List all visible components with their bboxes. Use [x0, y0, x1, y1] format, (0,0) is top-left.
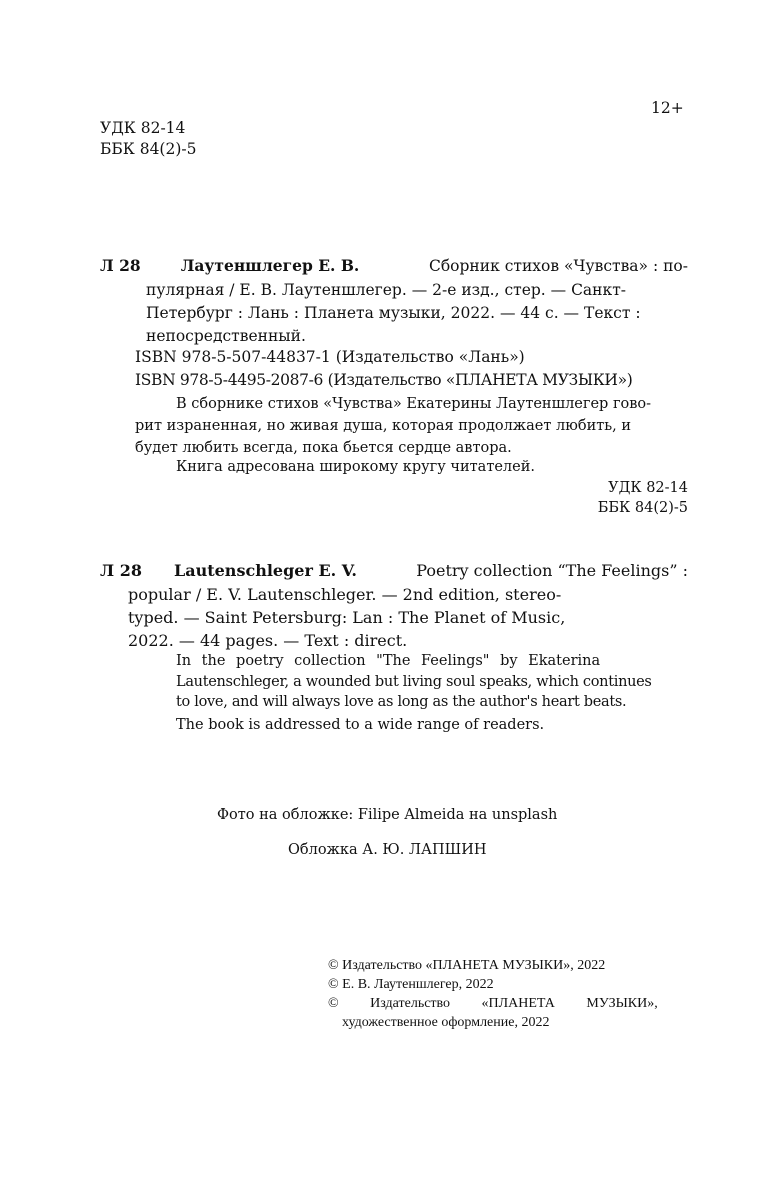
ru-record [100, 255, 688, 348]
ru-line-2: пулярная / Е. В. Лаутеншлегер. — 2-е изд., стер. — Санкт- [146, 281, 627, 299]
en-annotation-1: In the poetry collection "The Feelings" by Ekaterina [176, 653, 601, 669]
en-annotation-3: to love, and will always love as long as the author's heart beats. [176, 694, 627, 710]
ru-annotation-3: будет любить всегда, пока бьется сердце автора. [135, 440, 512, 456]
udk-top: УДК 82-14 [100, 119, 186, 137]
ru-line-4: непосредственный. [146, 327, 306, 345]
bbk-top: ББК 84(2)-5 [100, 140, 197, 158]
cover-credit: Обложка А. Ю. ЛАПШИН [288, 842, 487, 858]
en-line-2: popular / E. V. Lautenschleger. — 2nd edition, stereo- [128, 585, 562, 604]
copyright-design-note: художественное оформление, 2022 [342, 1015, 550, 1030]
ru-annotation-1: В сборнике стихов «Чувства» Екатерины Лаутеншлегер гово- [176, 396, 652, 412]
photo-credit: Фото на обложке: Filipe Almeida на unsplash [217, 807, 558, 823]
copyright-publisher: © Издательство «ПЛАНЕТА МУЗЫКИ», 2022 [328, 958, 606, 973]
copyright-design: © Издательство «ПЛАНЕТА МУЗЫКИ», [328, 996, 658, 1011]
en-annotation-2: Lautenschleger, a wounded but living soul speaks, which continues [176, 674, 652, 690]
ru-title: Сборник стихов «Чувства» : по- [428, 257, 688, 275]
en-line-1 [100, 560, 688, 584]
ru-line-3: Петербург : Лань : Планета музыки, 2022. — 44 с. — Текст : [146, 304, 641, 322]
en-audience: The book is addressed to a wide range of readers. [176, 717, 545, 733]
isbn-lan: ISBN 978-5-507-44837-1 (Издательство «Лань») [135, 348, 525, 366]
en-code: Л 28 [100, 561, 142, 580]
ru-line-1 [100, 255, 688, 279]
bbk-bottom: ББК 84(2)-5 [597, 500, 688, 516]
ru-audience: Книга адресована широкому кругу читателей. [176, 459, 535, 475]
en-record [100, 560, 688, 653]
en-line-3: typed. — Saint Petersburg: Lan : The Planet of Music, [128, 608, 566, 627]
en-title: Poetry collection “The Feelings” : [416, 561, 688, 580]
ru-author: Лаутеншлегер Е. В. [180, 256, 360, 275]
isbn-planeta: ISBN 978-5-4495-2087-6 (Издательство «ПЛАНЕТА МУЗЫКИ») [135, 371, 633, 389]
age-rating: 12+ [651, 99, 684, 117]
copyright-author: © Е. В. Лаутеншлегер, 2022 [328, 977, 494, 992]
ru-code: Л 28 [100, 256, 141, 275]
udk-bottom: УДК 82-14 [608, 480, 688, 496]
ru-annotation-2: рит израненная, но живая душа, которая продолжает любить, и [135, 418, 632, 434]
en-line-4: 2022. — 44 pages. — Text : direct. [128, 631, 408, 650]
en-author: Lautenschleger E. V. [173, 561, 357, 580]
